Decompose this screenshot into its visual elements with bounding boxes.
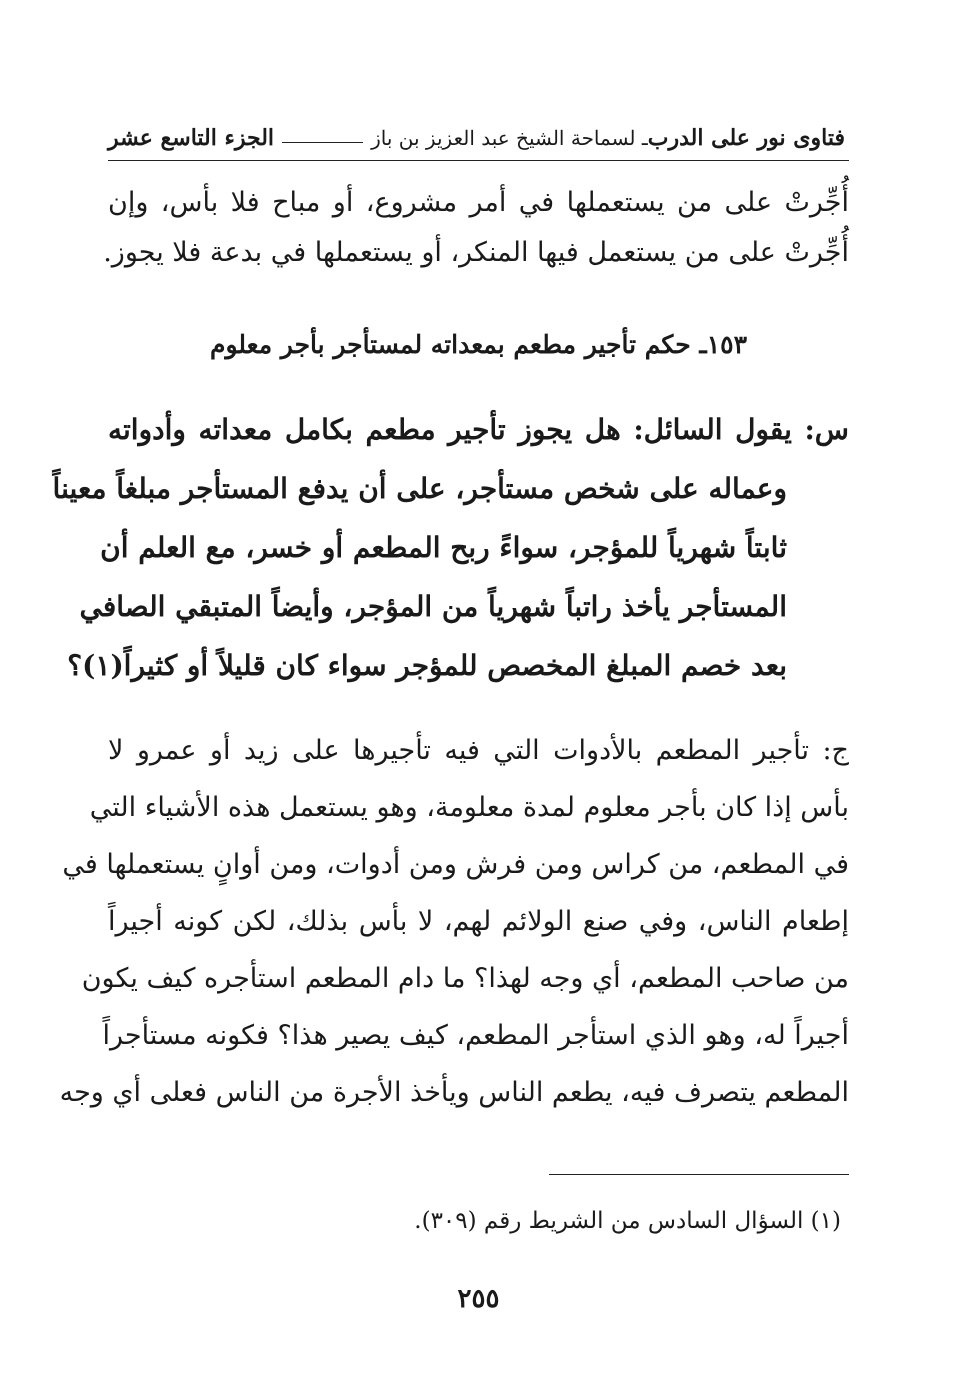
answer-line: أجيراً له، وهو الذي استأجر المطعم، كيف يصير هذا؟ فكونه مستأجراً bbox=[102, 1020, 849, 1051]
question-line: بعد خصم المبلغ المخصص للمؤجر سواء كان قليلاً أو كثيراً(١)؟ bbox=[67, 649, 787, 682]
answer-line: في المطعم، من كراس ومن فرش ومن أدوات، ومن أوانٍ يستعملها في bbox=[62, 849, 849, 880]
running-header bbox=[108, 118, 845, 158]
header-dash-rule bbox=[282, 142, 363, 143]
answer-line: بأس إذا كان بأجر معلوم لمدة معلومة، وهو يستعمل هذه الأشياء التي bbox=[89, 792, 849, 823]
question-line: س: يقول السائل: هل يجوز تأجير مطعم بكامل معداته وأدواته bbox=[108, 413, 849, 446]
answer-line: من صاحب المطعم، أي وجه لهذا؟ ما دام المطعم استأجره كيف يكون bbox=[81, 963, 849, 994]
answer-line: إطعام الناس، وفي صنع الولائم لهم، لا بأس بذلك، لكن كونه أجيراً bbox=[108, 906, 849, 937]
author-name: ـ لسماحة الشيخ عبد العزيز بن باز bbox=[371, 126, 648, 150]
fatwa-heading: ١٥٣ـ حكم تأجير مطعم بمعداته لمستأجر بأجر معلوم bbox=[209, 330, 748, 359]
footnote: (١) السؤال السادس من الشريط رقم (٣٠٩). bbox=[414, 1208, 841, 1234]
answer-block bbox=[59, 722, 849, 1121]
question-line: ثابتاً شهرياً للمؤجر، سواءً ربح المطعم أو خسر، مع العلم أن bbox=[100, 531, 787, 564]
answer-line: المطعم يتصرف فيه، يطعم الناس ويأخذ الأجرة من الناس فعلى أي وجه bbox=[59, 1077, 849, 1108]
continued-text bbox=[103, 178, 849, 278]
question-block bbox=[52, 400, 849, 695]
question-line: وعماله على شخص مستأجر، على أن يدفع المستأجر مبلغاً معيناً bbox=[52, 472, 787, 505]
header-divider bbox=[108, 160, 849, 161]
footnote-divider bbox=[549, 1174, 849, 1175]
book-title: فتاوى نور على الدرب bbox=[647, 125, 845, 151]
text-line: أُجِّرتْ على من يستعملها في أمر مشروع، أو مباح فلا بأس، وإن bbox=[108, 187, 849, 218]
question-line: المستأجر يأخذ راتباً شهرياً من المؤجر، وأيضاً المتبقي الصافي bbox=[79, 590, 787, 623]
answer-line: ج: تأجير المطعم بالأدوات التي فيه تأجيرها على زيد أو عمرو لا bbox=[108, 735, 849, 766]
text-line: أُجِّرتْ على من يستعمل فيها المنكر، أو يستعملها في بدعة فلا يجوز. bbox=[103, 237, 849, 268]
volume-part: الجزء التاسع عشر bbox=[108, 125, 275, 151]
page-number: ٢٥٥ bbox=[457, 1284, 500, 1314]
